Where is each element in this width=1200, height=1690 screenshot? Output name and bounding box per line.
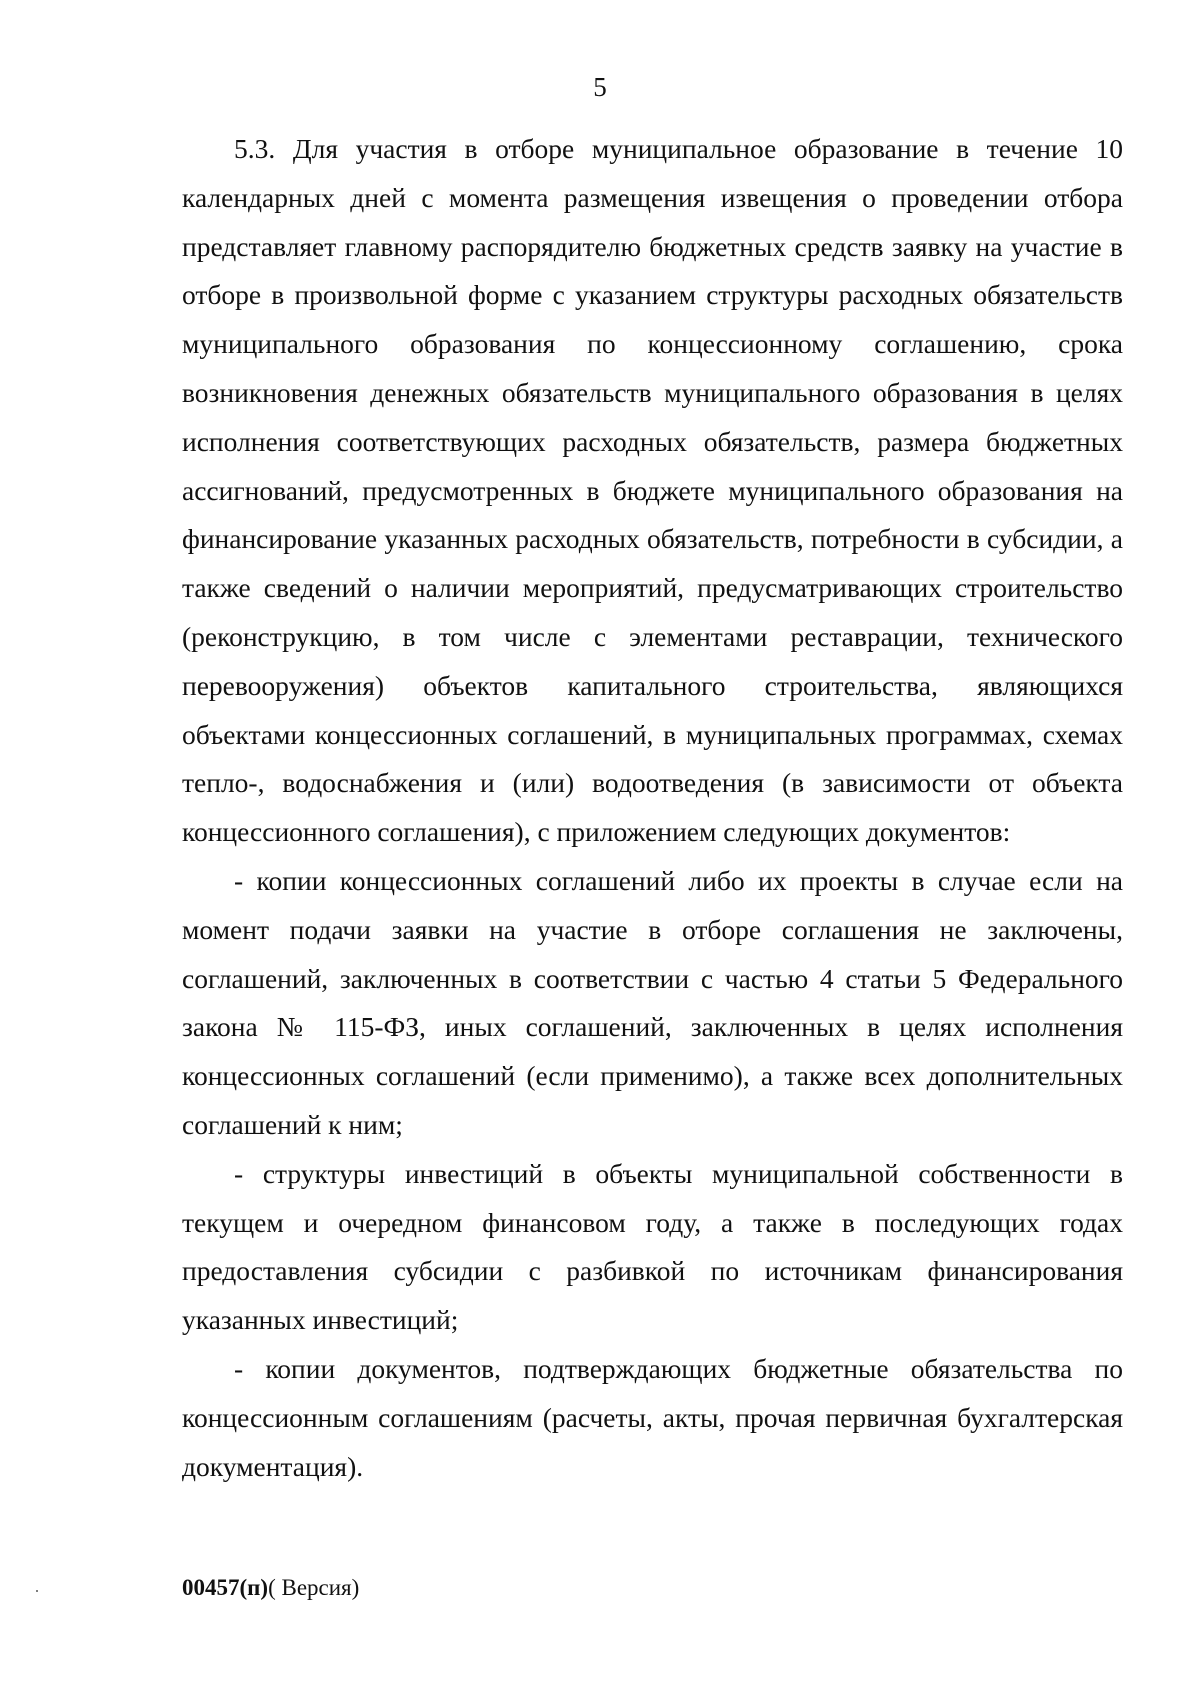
list-item-concession-agreements: - копии концессионных соглашений либо их проекты в случае если на момент подачи заявки на участие в отборе соглашения не заключены, соглашений, заключенных в соответствии с частью 4 статьи 5 Федерального закона № 115-ФЗ, иных соглашений, заключенных в целях исполнения концессионных соглашений (если применимо), а также всех дополнительных соглашений к ним;: [182, 864, 1123, 1140]
list-item-budget-documents: - копии документов, подтверждающих бюджетные обязательства по концессионным соглашениям (расчеты, акты, прочая первичная бухгалтерская документация).: [182, 1352, 1123, 1482]
document-code: 00457(п): [182, 1575, 269, 1600]
scan-speck: [36, 1590, 38, 1592]
list-item-investment-structure: - структуры инвестиций в объекты муниципальной собственности в текущем и очередном финансовом году, а также в последующих годах предоставления субсидии с разбивкой по источникам финансирования указанных инвестиций;: [182, 1157, 1123, 1336]
document-footer: [182, 1574, 359, 1602]
document-body: [182, 125, 1123, 1491]
document-version: ( Версия): [268, 1575, 360, 1600]
paragraph-5-3: 5.3. Для участия в отборе муниципальное образование в течение 10 календарных дней с момента размещения извещения о проведении отбора представляет главному распорядителю бюджетных средств заявку на участие в отборе в произвольной форме с указанием структуры расходных обязательств муниципального образования по концессионному соглашению, срока возникновения денежных обязательств муниципального образования в целях исполнения соответствующих расходных обязательств, размера бюджетных ассигнований, предусмотренных в бюджете муниципального образования на финансирование указанных расходных обязательств, потребности в субсидии, а также сведений о наличии мероприятий, предусматривающих строительство (реконструкцию, в том числе с элементами реставрации, технического перевооружения) объектов капитального строительства, являющихся объектами концессионных соглашений, в муниципальных программах, схемах тепло-, водоснабжения и (или) водоотведения (в зависимости от объекта концессионного соглашения), с приложением следующих документов:: [182, 133, 1123, 848]
page-number: 5: [593, 72, 607, 102]
